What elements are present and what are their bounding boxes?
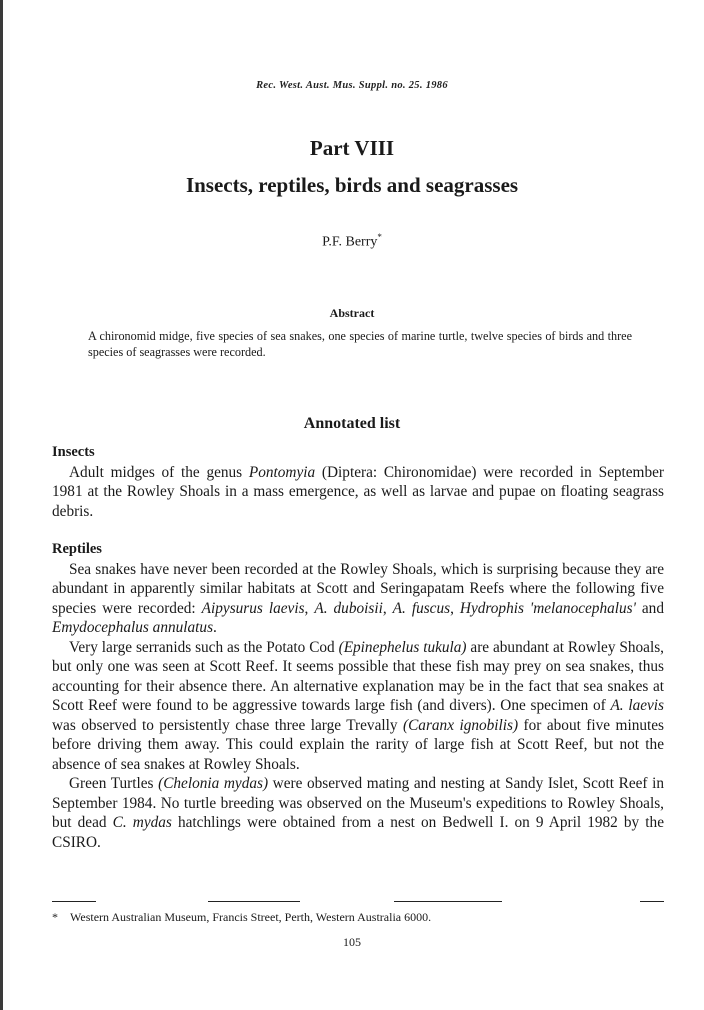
author-name: P.F. Berry	[322, 234, 378, 250]
footnote-rule	[208, 901, 300, 902]
footnote-rule	[640, 901, 664, 902]
abstract-heading: Abstract	[329, 306, 375, 320]
italic-taxon: (Caranx ignobilis)	[403, 716, 519, 734]
italic-taxon: A. duboisii	[314, 599, 383, 617]
footnote-rule	[52, 901, 96, 902]
italic-taxon: (Chelonia mydas)	[158, 775, 269, 792]
running-head: Rec. West. Aust. Mus. Suppl. no. 25. 1986	[256, 80, 448, 91]
italic-taxon: A. laevis	[610, 697, 664, 714]
footnote-mark: *	[52, 910, 58, 924]
footnote-rule	[394, 901, 502, 902]
footnote-text: Western Australian Museum, Francis Street, Perth, Western Australia 6000.	[70, 910, 432, 924]
footnote	[52, 910, 664, 925]
page-number: 105	[343, 935, 361, 949]
italic-taxon: Aipysurus laevis	[201, 599, 305, 617]
paper-title: Insects, reptiles, birds and seagrasses	[185, 173, 519, 197]
section-insects	[52, 443, 664, 521]
paragraph: Sea snakes have never been recorded at the Rowley Shoals, which is surprising because they are abundant in apparently similar habitats at Scott and Seringapatam Reefs where the following five species were recorded: Aipysurus laevis, A. duboisii, A. fuscus, Hydrophis 'melanocephalus' and Emydocephalus annulatus.	[52, 560, 664, 636]
italic-taxon: Emydocephalus annulatus	[52, 619, 214, 636]
author-footnote-mark: *	[377, 232, 382, 242]
italic-taxon: Hydrophis 'melanocephalus'	[459, 599, 636, 617]
italic-taxon: (Epinephelus tukula)	[338, 638, 467, 656]
abstract-text: A chironomid midge, five species of sea snakes, one species of marine turtle, twelve species of birds and three species of seagrasses were recorded.	[88, 329, 632, 359]
part-title: Part VIII	[309, 136, 395, 160]
italic-taxon: A. fuscus	[392, 599, 451, 617]
section-reptiles	[52, 540, 664, 852]
paragraph: Adult midges of the genus Pontomyia (Diptera: Chironomidae) were recorded in September 1981 at the Rowley Shoals in a mass emergence, as well as larvae and pupae on floating seagrass debris.	[52, 463, 664, 520]
paragraph: Very large serranids such as the Potato Cod (Epinephelus tukula) are abundant at Rowley Shoals, but only one was seen at Scott Reef. It seems possible that these fish may prey on sea snakes, thus accounting for their absence there. An alternative explanation may be in the fact that sea snakes at Scott Reef were found to be aggressive towards large fish (and divers). One specimen of A. laevis was observed to persistently chase three large Trevally (Caranx ignobilis) for about five minutes before driving them away. This could explain the rarity of large fish at Scott Reef, but not the absence of sea snakes at Rowley Shoals.	[52, 638, 664, 773]
italic-taxon: C. mydas	[112, 814, 172, 831]
paragraph: Green Turtles (Chelonia mydas) were observed mating and nesting at Sandy Islet, Scott Reef in September 1984. No turtle breeding was observed on the Museum's expeditions to Rowley Shoals, but dead C. mydas hatchlings were obtained from a nest on Bedwell I. on 9 April 1982 by the CSIRO.	[52, 775, 665, 851]
author-line	[0, 232, 704, 251]
section-heading: Insects	[52, 444, 95, 460]
annotated-list-heading: Annotated list	[303, 415, 401, 432]
section-heading: Reptiles	[52, 541, 102, 557]
italic-taxon: Pontomyia	[248, 463, 316, 481]
